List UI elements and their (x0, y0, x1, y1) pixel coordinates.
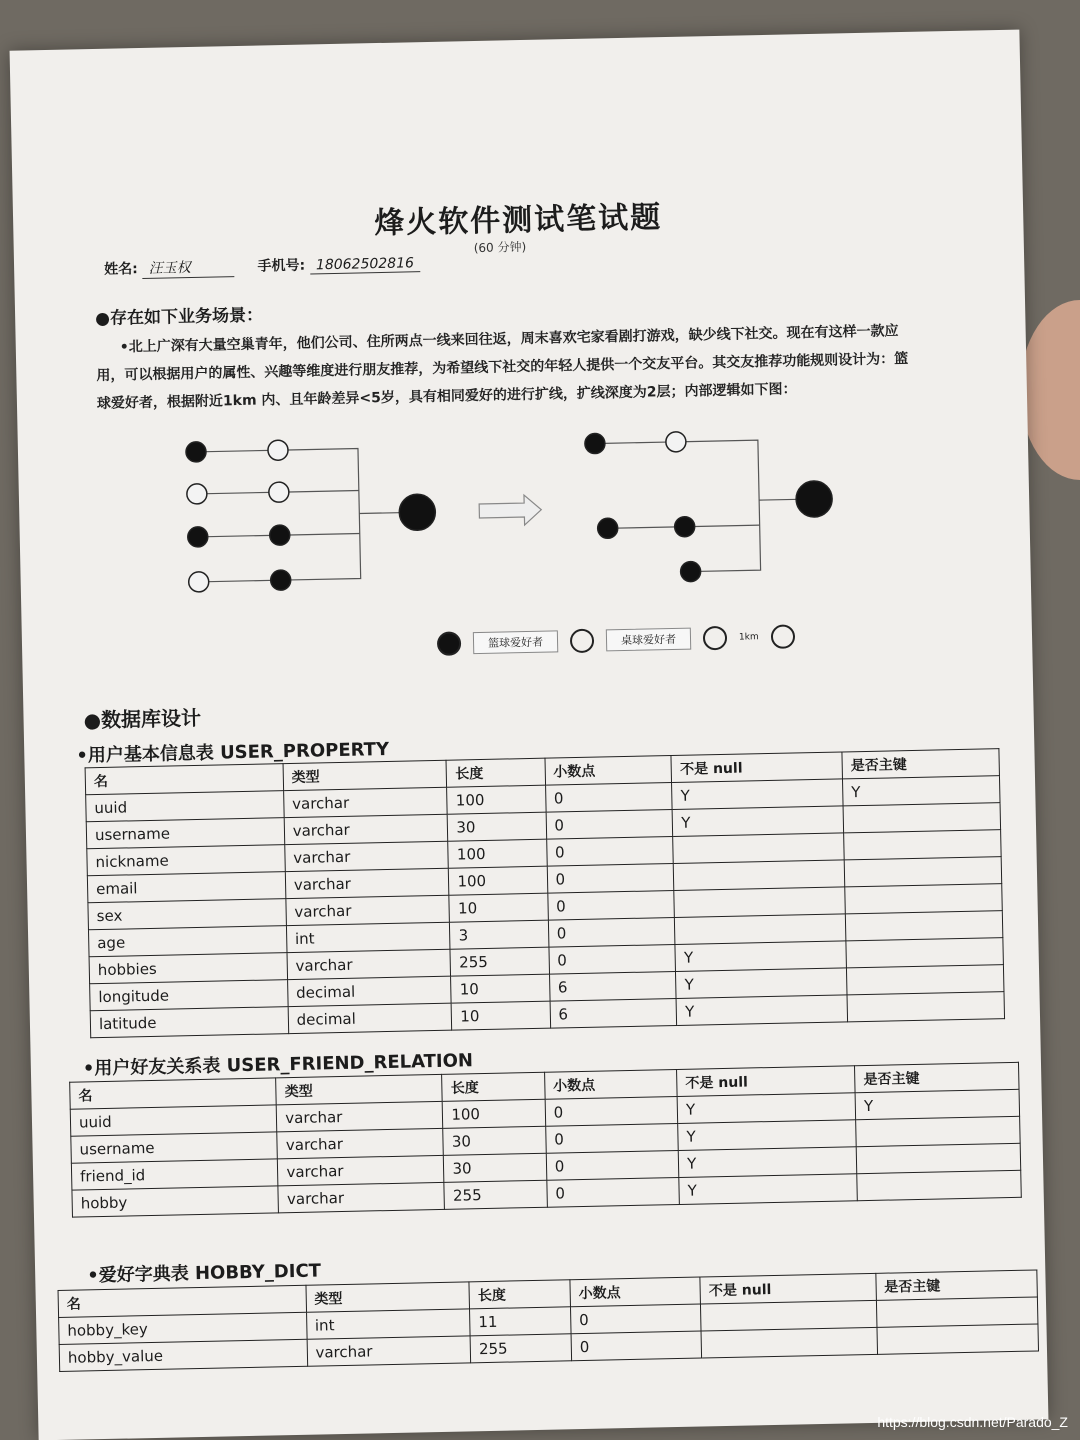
table-cell: 0 (547, 863, 674, 893)
table-cell: 3 (450, 920, 549, 949)
node-billiards (666, 432, 686, 452)
candidate-info (104, 252, 438, 280)
table-cell: 100 (443, 1099, 546, 1128)
user-friend-relation-table (69, 1062, 1022, 1218)
legend-billiards: 桌球爱好者 (606, 628, 691, 652)
watermark: https://blog.csdn.net/Parado_Z (877, 1414, 1068, 1430)
table-cell: 30 (443, 1126, 546, 1155)
table-cell: Y (855, 1089, 1019, 1119)
table-cell (701, 1327, 877, 1358)
table-cell (847, 992, 1004, 1022)
table-cell: hobbies (89, 953, 287, 984)
table-cell (673, 833, 844, 864)
table-cell: varchar (278, 1155, 445, 1185)
diagram-legend (437, 624, 795, 655)
distance-end-dot-icon (770, 624, 794, 648)
table-cell (845, 911, 1002, 941)
table-cell: Y (676, 995, 847, 1026)
table-cell (701, 1300, 877, 1331)
table-cell: 10 (451, 974, 550, 1003)
table-cell: Y (678, 1147, 857, 1178)
column-header: 小数点 (544, 1069, 677, 1099)
table-cell: Y (672, 779, 843, 810)
column-header: 长度 (446, 758, 545, 787)
table-cell: Y (678, 1120, 857, 1151)
table-cell: uuid (70, 1105, 277, 1136)
table-cell: 100 (447, 785, 546, 814)
table-cell: latitude (90, 1007, 288, 1038)
exam-paper (10, 30, 1049, 1440)
column-header: 类型 (283, 760, 447, 790)
table-cell: varchar (277, 1128, 444, 1158)
table-cell (844, 857, 1001, 887)
table-cell (876, 1297, 1038, 1327)
table-cell (877, 1324, 1039, 1354)
column-header: 名 (85, 764, 283, 795)
table-cell (847, 965, 1004, 995)
column-header: 不是 null (671, 752, 842, 783)
table-cell: Y (675, 941, 846, 972)
table-cell: decimal (288, 1003, 452, 1033)
table-cell (675, 914, 846, 945)
table-cell: 30 (448, 812, 547, 841)
legend-distance: 1km (738, 632, 759, 643)
user-property-title: •用户基本信息表 USER_PROPERTY (76, 738, 390, 767)
name-field: 汪玉权 (142, 256, 234, 279)
table-cell: 100 (449, 866, 548, 895)
table-cell: 255 (450, 947, 549, 976)
column-header: 长度 (469, 1280, 570, 1309)
table-cell (674, 887, 845, 918)
table-cell: 30 (444, 1153, 547, 1182)
table-cell: 0 (570, 1304, 701, 1334)
legend-basketball: 篮球爱好者 (473, 630, 558, 654)
table-cell: 0 (546, 1150, 679, 1180)
node-basketball (597, 518, 617, 538)
node-basketball (674, 516, 694, 536)
table-cell: 0 (548, 944, 675, 974)
distance-start-dot-icon (703, 626, 727, 650)
table-cell: Y (843, 776, 1000, 806)
table-cell: varchar (307, 1336, 471, 1366)
table-cell: 10 (452, 1001, 551, 1030)
table-cell: varchar (284, 814, 448, 844)
hobby-dict-title: •爱好字典表 HOBBY_DICT (87, 1260, 322, 1287)
column-header: 不是 null (677, 1066, 856, 1097)
table-cell (843, 803, 1000, 833)
page-title: 烽火软件测试笔试题 (373, 200, 663, 242)
table-cell: hobby_value (59, 1339, 307, 1371)
node-billiards (187, 484, 207, 504)
table-cell: Y (672, 806, 843, 837)
node-basketball (270, 525, 290, 545)
basketball-dot-icon (437, 631, 461, 655)
table-cell (674, 860, 845, 891)
center-user-node (796, 481, 833, 518)
table-cell: 0 (545, 1123, 678, 1153)
node-billiards (268, 440, 288, 460)
table-cell: age (88, 926, 286, 957)
table-cell: 6 (549, 971, 676, 1001)
table-cell: Y (679, 1174, 858, 1205)
table-cell: 11 (470, 1307, 571, 1336)
table-cell: varchar (283, 787, 447, 817)
table-cell: 0 (546, 837, 673, 867)
table-cell: Y (677, 1093, 856, 1124)
table-cell: 6 (550, 998, 677, 1028)
node-basketball (585, 433, 605, 453)
table-cell: 0 (545, 783, 672, 813)
table-cell: int (286, 922, 450, 952)
table-cell: varchar (287, 949, 451, 979)
column-header: 名 (58, 1285, 306, 1317)
table-cell: Y (676, 968, 847, 999)
phone-label: 手机号: (257, 257, 306, 275)
table-cell: 0 (546, 810, 673, 840)
column-header: 是否主键 (876, 1270, 1038, 1300)
table-cell (846, 938, 1003, 968)
node-basketball (270, 570, 290, 590)
column-header: 是否主键 (855, 1062, 1019, 1092)
table-cell: 0 (547, 890, 674, 920)
node-basketball (186, 442, 206, 462)
transform-arrow-icon (479, 495, 542, 526)
node-basketball (680, 561, 700, 581)
name-label: 姓名: (103, 261, 138, 278)
column-header: 不是 null (700, 1273, 876, 1304)
user-friend-relation-title: •用户好友关系表 USER_FRIEND_RELATION (82, 1050, 474, 1080)
table-cell: 0 (545, 1096, 678, 1126)
table-cell: 10 (449, 893, 548, 922)
table-cell: varchar (286, 895, 450, 925)
table-cell: username (86, 818, 284, 849)
table-cell: username (71, 1132, 278, 1163)
table-cell: sex (88, 899, 286, 930)
node-billiards (189, 572, 209, 592)
table-cell: uuid (86, 791, 284, 822)
exam-duration: (60 分钟) (473, 239, 527, 256)
table-cell: 0 (548, 917, 675, 947)
table-cell: hobby_key (59, 1312, 307, 1344)
billiards-dot-icon (570, 629, 594, 653)
column-header: 类型 (276, 1074, 443, 1104)
table-cell: 0 (547, 1177, 680, 1207)
table-cell: varchar (277, 1101, 444, 1131)
table-cell: 0 (571, 1331, 702, 1361)
table-cell: email (87, 872, 285, 903)
scenario-text (96, 317, 918, 418)
column-header: 是否主键 (842, 749, 999, 779)
table-cell (856, 1143, 1020, 1173)
friend-expansion-diagram (148, 418, 852, 633)
node-billiards (269, 482, 289, 502)
table-cell (844, 830, 1001, 860)
table-cell: decimal (287, 976, 451, 1006)
table-cell: 255 (444, 1180, 547, 1209)
table-cell: friend_id (71, 1159, 278, 1190)
table-cell: longitude (90, 980, 288, 1011)
table-cell (856, 1116, 1020, 1146)
column-header: 小数点 (545, 756, 672, 786)
table-cell: varchar (285, 841, 449, 871)
scenario-heading: ●存在如下业务场景： (94, 305, 264, 329)
table-cell: 100 (448, 839, 547, 868)
table-cell: int (306, 1309, 470, 1339)
db-heading: ●数据库设计 (83, 705, 202, 733)
column-header: 类型 (306, 1282, 470, 1312)
center-user-node (399, 494, 436, 531)
table-cell: varchar (278, 1182, 445, 1212)
table-cell: 255 (470, 1334, 571, 1363)
column-header: 名 (70, 1078, 277, 1109)
table-cell: hobby (72, 1186, 279, 1217)
column-header: 小数点 (570, 1277, 701, 1307)
user-property-table (85, 748, 1005, 1038)
scenario-body: •北上广深有大量空巢青年，他们公司、住所两点一线来回往返，周末喜欢宅家看剧打游戏，缺少线下社交。现在有这样一款应用，可以根据用户的属性、兴趣等维度进行朋友推荐，为希望线下社交的年轻人提供一个交友平台。其交友推荐功能规则设计为：篮球爱好者，根据附近1km 内、且年龄差异<5岁，具有相同爱好的进行扩线，扩线深度为2层；内部逻辑如下图： (96, 323, 909, 412)
table-cell (857, 1170, 1021, 1200)
node-basketball (188, 527, 208, 547)
table-cell (845, 884, 1002, 914)
table-cell: nickname (87, 845, 285, 876)
column-header: 长度 (442, 1072, 545, 1101)
finger (1020, 300, 1080, 480)
phone-field: 18062502816 (310, 255, 420, 274)
table-cell: varchar (285, 868, 449, 898)
